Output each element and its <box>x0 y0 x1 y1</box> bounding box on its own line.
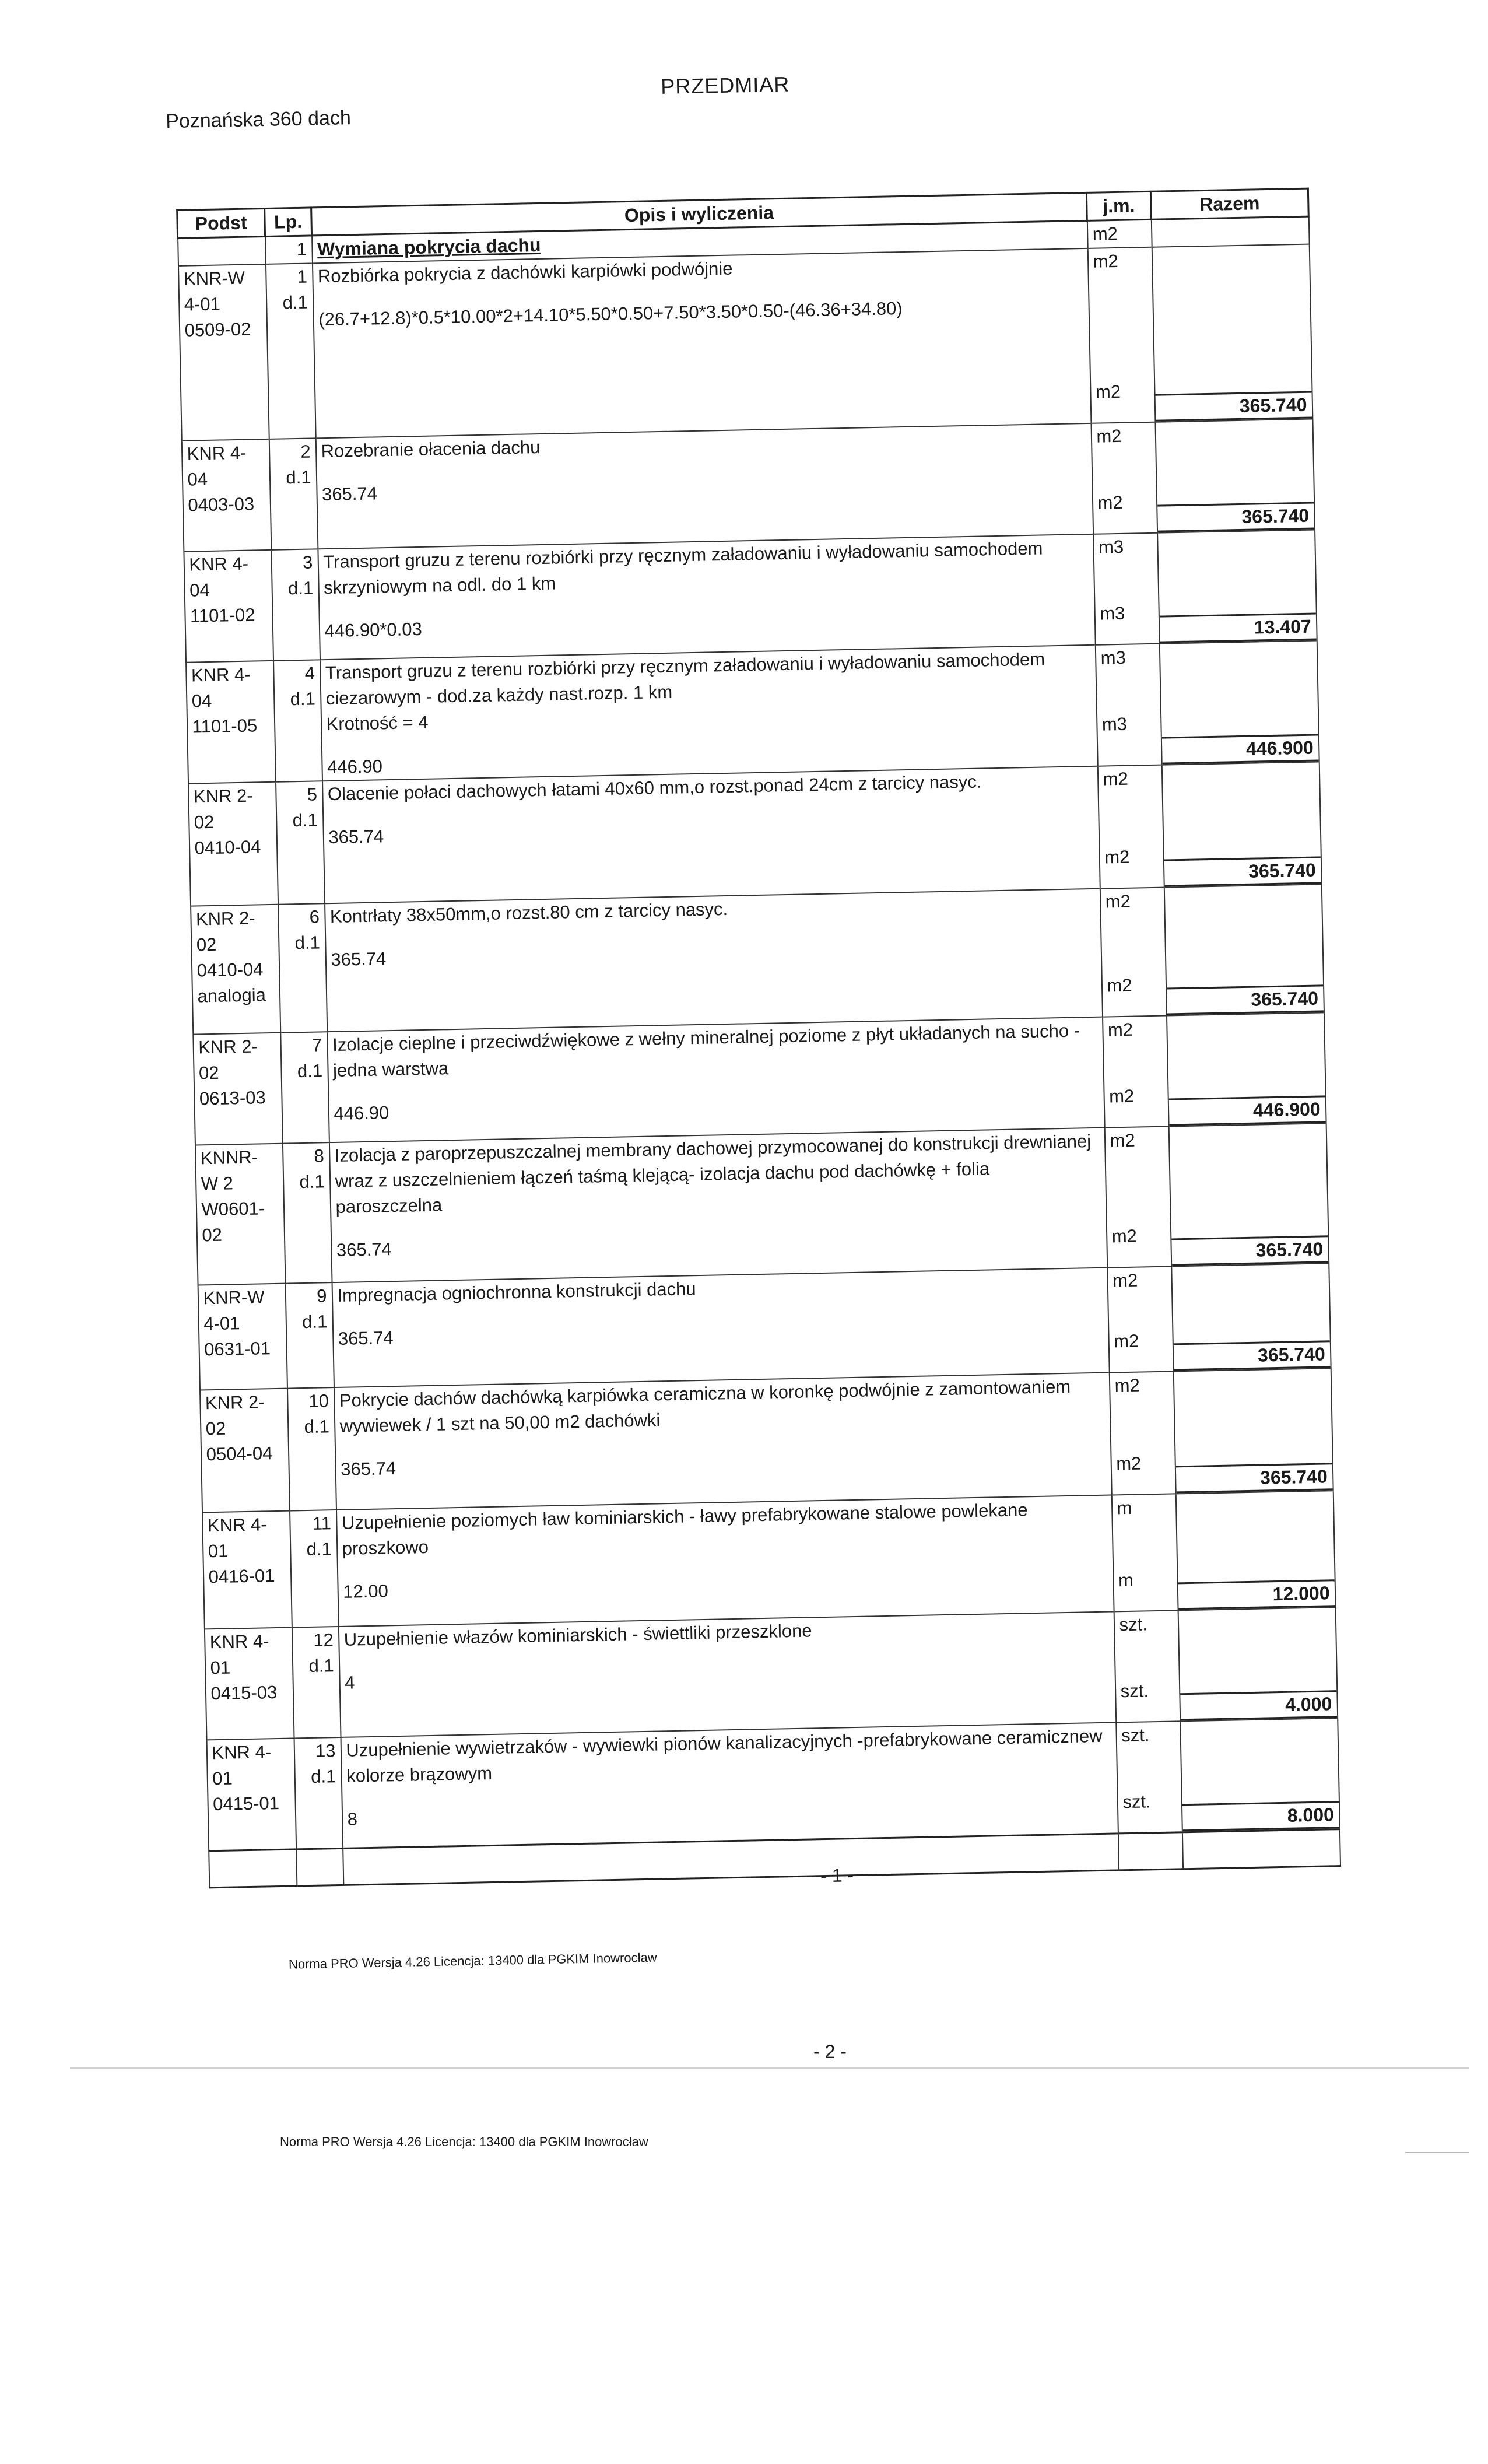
table-row <box>206 1718 1339 1850</box>
norm-code: KNR-W 4-01 0509-02 <box>178 264 269 441</box>
item-description: Rozbiórka pokrycia z dachówki karpiówki podwójnie <box>317 258 733 287</box>
norm-code: KNR 4- 01 0415-03 <box>204 1628 294 1740</box>
item-calculation: 4 <box>344 1672 355 1693</box>
table-row <box>178 244 1312 441</box>
table-row <box>193 1012 1326 1145</box>
item-number: 12 d.1 <box>292 1627 341 1739</box>
norm-code: KNR 4- 04 1101-02 <box>184 550 273 663</box>
norm-code: KNR 2- 02 0410-04 <box>188 782 278 906</box>
item-multiplier: Krotność = 4 <box>326 711 429 735</box>
item-unit: m3 <box>1098 536 1124 558</box>
col-jm: j.m. <box>1086 191 1151 220</box>
section-unit <box>1087 219 1152 248</box>
item-unit-total: szt. <box>1122 1791 1151 1813</box>
item-total: 12.000 <box>1178 1579 1335 1610</box>
section-title: Wymiana pokrycia dachu <box>317 234 541 260</box>
norm-code: KNR 4- 04 1101-05 <box>186 661 276 784</box>
item-number: 11 d.1 <box>290 1510 339 1627</box>
table-row <box>186 640 1319 783</box>
item-unit-total: szt. <box>1120 1680 1149 1702</box>
col-lp: Lp. <box>265 208 312 237</box>
item-description: Uzupełnienie poziomych ław kominiarskich - ławy prefabrykowane stalowe powlekane proszkowo <box>341 1499 1028 1559</box>
item-calculation: 365.74 <box>331 948 387 970</box>
item-number: 8 d.1 <box>282 1142 332 1283</box>
item-unit: m2 <box>1093 250 1119 272</box>
item-number: 13 d.1 <box>294 1737 343 1849</box>
item-unit: m2 <box>1096 425 1122 447</box>
item-unit: szt. <box>1119 1614 1148 1635</box>
item-description: Pokrycie dachów dachówką karpiówka ceramiczna w koronkę podwójnie z zamontowaniem wywiewek / 1 szt na 50,00 m2 dachówki <box>339 1376 1071 1436</box>
table-row <box>188 762 1322 906</box>
item-unit-total: m2 <box>1108 1085 1135 1107</box>
item-unit: m2 <box>1114 1375 1140 1396</box>
location-header: Poznańska 360 dach <box>165 107 352 133</box>
item-calculation: 446.90*0.03 <box>324 618 423 642</box>
item-number: 9 d.1 <box>285 1282 334 1389</box>
table-row <box>202 1491 1335 1629</box>
page-number-2: - 2 - <box>813 2041 847 2062</box>
page-number: - 1 - <box>820 1864 854 1887</box>
norm-code: KNR 2- 02 0613-03 <box>193 1033 283 1145</box>
item-unit: m3 <box>1100 647 1126 668</box>
item-unit: m2 <box>1107 1019 1133 1040</box>
document-title: PRZEDMIAR <box>660 72 790 99</box>
item-total: 365.740 <box>1175 1463 1332 1493</box>
item-unit-total: m2 <box>1113 1330 1139 1352</box>
item-calculation: (26.7+12.8)*0.5*10.00*2+14.10*5.50*0.50+7.50*3.50*0.50-(46.36+34.80) <box>318 298 903 330</box>
item-unit: m2 <box>1110 1130 1136 1151</box>
item-total: 8.000 <box>1182 1801 1339 1831</box>
item-number: 10 d.1 <box>287 1387 336 1510</box>
col-opis: Opis i wyliczenia <box>311 192 1087 236</box>
norm-code: KNR 4- 01 0415-01 <box>206 1738 296 1850</box>
norm-code: KNNR- W 2 W0601- 02 <box>195 1144 285 1285</box>
norm-code: KNR 2- 02 0504-04 <box>200 1389 290 1513</box>
item-calculation: 365.74 <box>321 483 378 505</box>
license-footer: Norma PRO Wersja 4.26 Licencja: 13400 dla PGKIM Inowrocław <box>288 1950 657 1972</box>
item-unit: szt. <box>1121 1725 1150 1746</box>
table-row <box>191 884 1324 1034</box>
table-row <box>195 1123 1328 1285</box>
norm-code: KNR 2- 02 0410-04 analogia <box>191 905 280 1035</box>
item-total: 365.740 <box>1155 391 1312 422</box>
item-calculation: 446.90 <box>334 1102 389 1124</box>
norm-code: KNR 4- 04 0403-03 <box>181 439 271 552</box>
item-description: Transport gruzu z terenu rozbiórki przy ręcznym załadowaniu i wyładowaniu samochodem ciezarowym - dod.za każdy nast.rozp. 1 km <box>325 649 1045 709</box>
item-unit-total: m3 <box>1099 602 1125 624</box>
item-unit-total: m2 <box>1111 1225 1138 1247</box>
norm-code: KNR 4- 01 0416-01 <box>202 1511 292 1629</box>
item-description: Rozebranie ołacenia dachu <box>321 436 541 462</box>
section-unit-text: m2 <box>1092 223 1118 244</box>
item-calculation: 446.90 <box>327 756 383 778</box>
item-unit-total: m <box>1118 1569 1134 1591</box>
bill-of-quantities-table <box>176 188 1341 1888</box>
norm-code: KNR-W 4-01 0631-01 <box>198 1284 287 1390</box>
item-total: 365.740 <box>1164 856 1321 886</box>
item-total: 365.740 <box>1157 502 1314 532</box>
item-description: Impregnacja ogniochronna konstrukcji dachu <box>337 1278 696 1306</box>
section-lp: 1 <box>265 236 313 264</box>
item-description: Izolacja z paroprzepuszczalnej membrany dachowej przymocowanej do konstrukcji drewnianej wraz z uszczelnieniem łączeń taśmą klejącą- izolacja dachu pod dachówkę + folia paroszczelna <box>334 1131 1092 1217</box>
item-number: 7 d.1 <box>280 1032 329 1144</box>
item-calculation: 12.00 <box>342 1580 389 1602</box>
item-unit-total: m3 <box>1101 713 1128 735</box>
item-unit-total: m2 <box>1097 492 1124 513</box>
item-calculation: 365.74 <box>340 1458 396 1480</box>
item-total: 365.740 <box>1167 984 1324 1015</box>
item-unit-total: m2 <box>1107 975 1132 996</box>
item-total: 13.407 <box>1159 613 1316 643</box>
item-description: Transport gruzu z terenu rozbiórki przy ręcznym załadowaniu i wyładowaniu samochodem skrzyniowym na odl. do 1 km <box>322 538 1043 598</box>
item-number: 4 d.1 <box>273 660 322 781</box>
item-description: Izolacje cieplne i przeciwdźwiękowe z wełny mineralnej poziome z płyt układanych na sucho - jedna warstwa <box>332 1020 1080 1081</box>
item-calculation: 8 <box>347 1808 358 1829</box>
table-row <box>200 1368 1333 1512</box>
table-row <box>181 419 1314 552</box>
item-unit: m2 <box>1105 891 1131 912</box>
item-unit: m <box>1117 1497 1132 1519</box>
item-calculation: 365.74 <box>328 826 384 848</box>
item-description: Uzupełnienie włazów kominiarskich - świettliki przeszklone <box>343 1620 812 1650</box>
item-unit-total: m2 <box>1115 1453 1142 1474</box>
item-description: Kontrłaty 38x50mm,o rozst.80 cm z tarcicy nasyc. <box>329 898 728 927</box>
license-footer-2: Norma PRO Wersja 4.26 Licencja: 13400 dla PGKIM Inowrocław <box>280 2134 648 2149</box>
col-razem: Razem <box>1150 188 1308 219</box>
item-calculation: 365.74 <box>338 1327 394 1349</box>
item-unit-total: m2 <box>1104 846 1130 868</box>
item-calculation: 365.74 <box>336 1239 392 1260</box>
item-unit: m2 <box>1103 768 1129 790</box>
item-number: 2 d.1 <box>269 438 318 550</box>
page-separator <box>70 2067 1469 2069</box>
item-number: 3 d.1 <box>271 549 320 661</box>
item-unit-total: m2 <box>1095 381 1121 402</box>
item-total: 446.900 <box>1168 1095 1325 1126</box>
item-total: 365.740 <box>1171 1235 1328 1266</box>
item-total: 4.000 <box>1180 1690 1337 1720</box>
item-description: Uzupełnienie wywietrzaków - wywiewki pionów kanalizacyjnych -prefabrykowane ceramicznew kolorze brązowym <box>346 1725 1103 1786</box>
item-number: 1 d.1 <box>265 263 315 439</box>
item-total: 446.900 <box>1161 734 1318 764</box>
item-number: 5 d.1 <box>276 781 325 904</box>
edge-mark <box>1405 2152 1469 2153</box>
item-total: 365.740 <box>1173 1340 1330 1371</box>
item-description: Olacenie połaci dachowych łatami 40x60 mm,o rozst.ponad 24cm z tarcicy nasyc. <box>327 771 982 805</box>
item-unit: m2 <box>1112 1270 1138 1291</box>
col-podst: Podst <box>177 208 265 238</box>
table-row <box>204 1607 1337 1740</box>
table-row <box>184 530 1317 663</box>
item-number: 6 d.1 <box>278 903 327 1032</box>
